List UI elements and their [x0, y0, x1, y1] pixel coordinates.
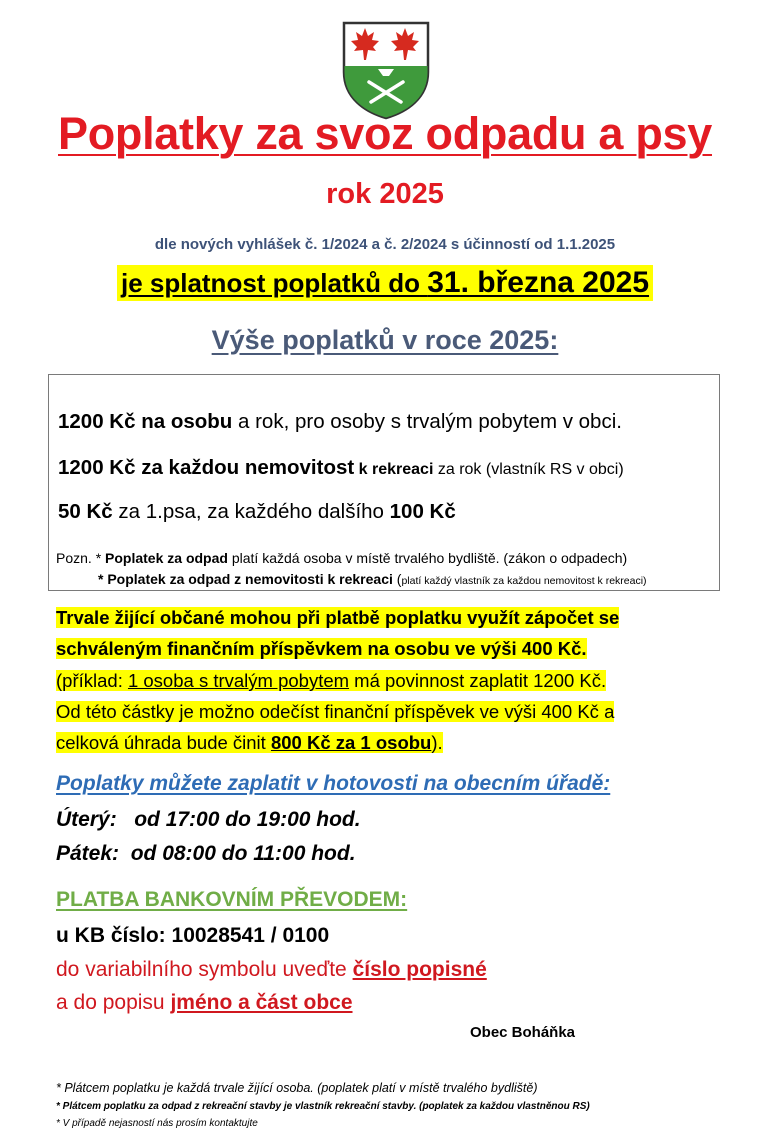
bank-account-number: u KB číslo: 10028541 / 0100	[56, 924, 330, 947]
year-heading: rok 2025	[326, 178, 444, 210]
fees-heading: Výše poplatků v roce 2025:	[211, 325, 559, 355]
fee-per-person: 1200 Kč na osobu a rok, pro osoby s trvalým pobytem v obci.	[58, 410, 622, 433]
note-line-2: * Poplatek za odpad z nemovitosti k rekreaci (platí každý vlastník za každou nemovitost k rekreaci)	[98, 571, 647, 587]
credit-line-5: celková úhrada bude činit 800 Kč za 1 osobu).	[56, 732, 443, 753]
signature: Obec Boháňka	[470, 1024, 576, 1041]
municipal-coat-of-arms	[341, 20, 431, 120]
note-line-1: Pozn. * Poplatek za odpad platí každá osoba v místě trvalého bydliště. (zákon o odpadech)	[56, 550, 628, 566]
due-prefix: je splatnost poplatků do	[120, 268, 420, 298]
variable-symbol-instruction: do variabilního symbolu uveďte číslo popisné	[56, 958, 487, 981]
office-hours-tuesday: Úterý: od 17:00 do 19:00 hod.	[56, 808, 361, 831]
footnote-2: * Plátcem poplatku za odpad z rekreační stavby je vlastník rekreační stavby. (poplatek za každou vlastněnou RS)	[56, 1101, 590, 1112]
bank-transfer-heading: PLATBA BANKOVNÍM PŘEVODEM:	[56, 888, 408, 911]
due-date: 31. března 2025	[427, 266, 650, 299]
due-date-banner	[0, 265, 770, 301]
fee-per-dog: 50 Kč za 1.psa, za každého dalšího 100 Kč	[58, 500, 456, 523]
credit-line-2: schváleným finančním příspěvkem na osobu ve výši 400 Kč.	[56, 638, 587, 659]
footnote-1: * Plátcem poplatku je každá trvale žijící osoba. (poplatek platí v místě trvalého bydliště)	[56, 1081, 538, 1095]
description-instruction: a do popisu jméno a část obce	[56, 991, 353, 1014]
footnote-3: * V případě nejasností nás prosím kontaktujte	[56, 1118, 258, 1129]
fee-per-property: 1200 Kč za každou nemovitost k rekreaci za rok (vlastník RS v obci)	[58, 456, 624, 479]
cash-payment-heading: Poplatky můžete zaplatit v hotovosti na obecním úřadě:	[56, 772, 611, 795]
decree-line: dle nových vyhlášek č. 1/2024 a č. 2/2024 s účinností od 1.1.2025	[154, 236, 616, 253]
credit-line-4: Od této částky je možno odečíst finanční příspěvek ve výši 400 Kč a	[56, 701, 615, 722]
credit-line-3: (příklad: 1 osoba s trvalým pobytem má povinnost zaplatit 1200 Kč.	[56, 670, 607, 691]
page-title: Poplatky za svoz odpadu a psy	[58, 108, 712, 159]
credit-line-1: Trvale žijící občané mohou při platbě poplatku využít zápočet se	[56, 607, 620, 628]
office-hours-friday: Pátek: od 08:00 do 11:00 hod.	[56, 842, 356, 865]
